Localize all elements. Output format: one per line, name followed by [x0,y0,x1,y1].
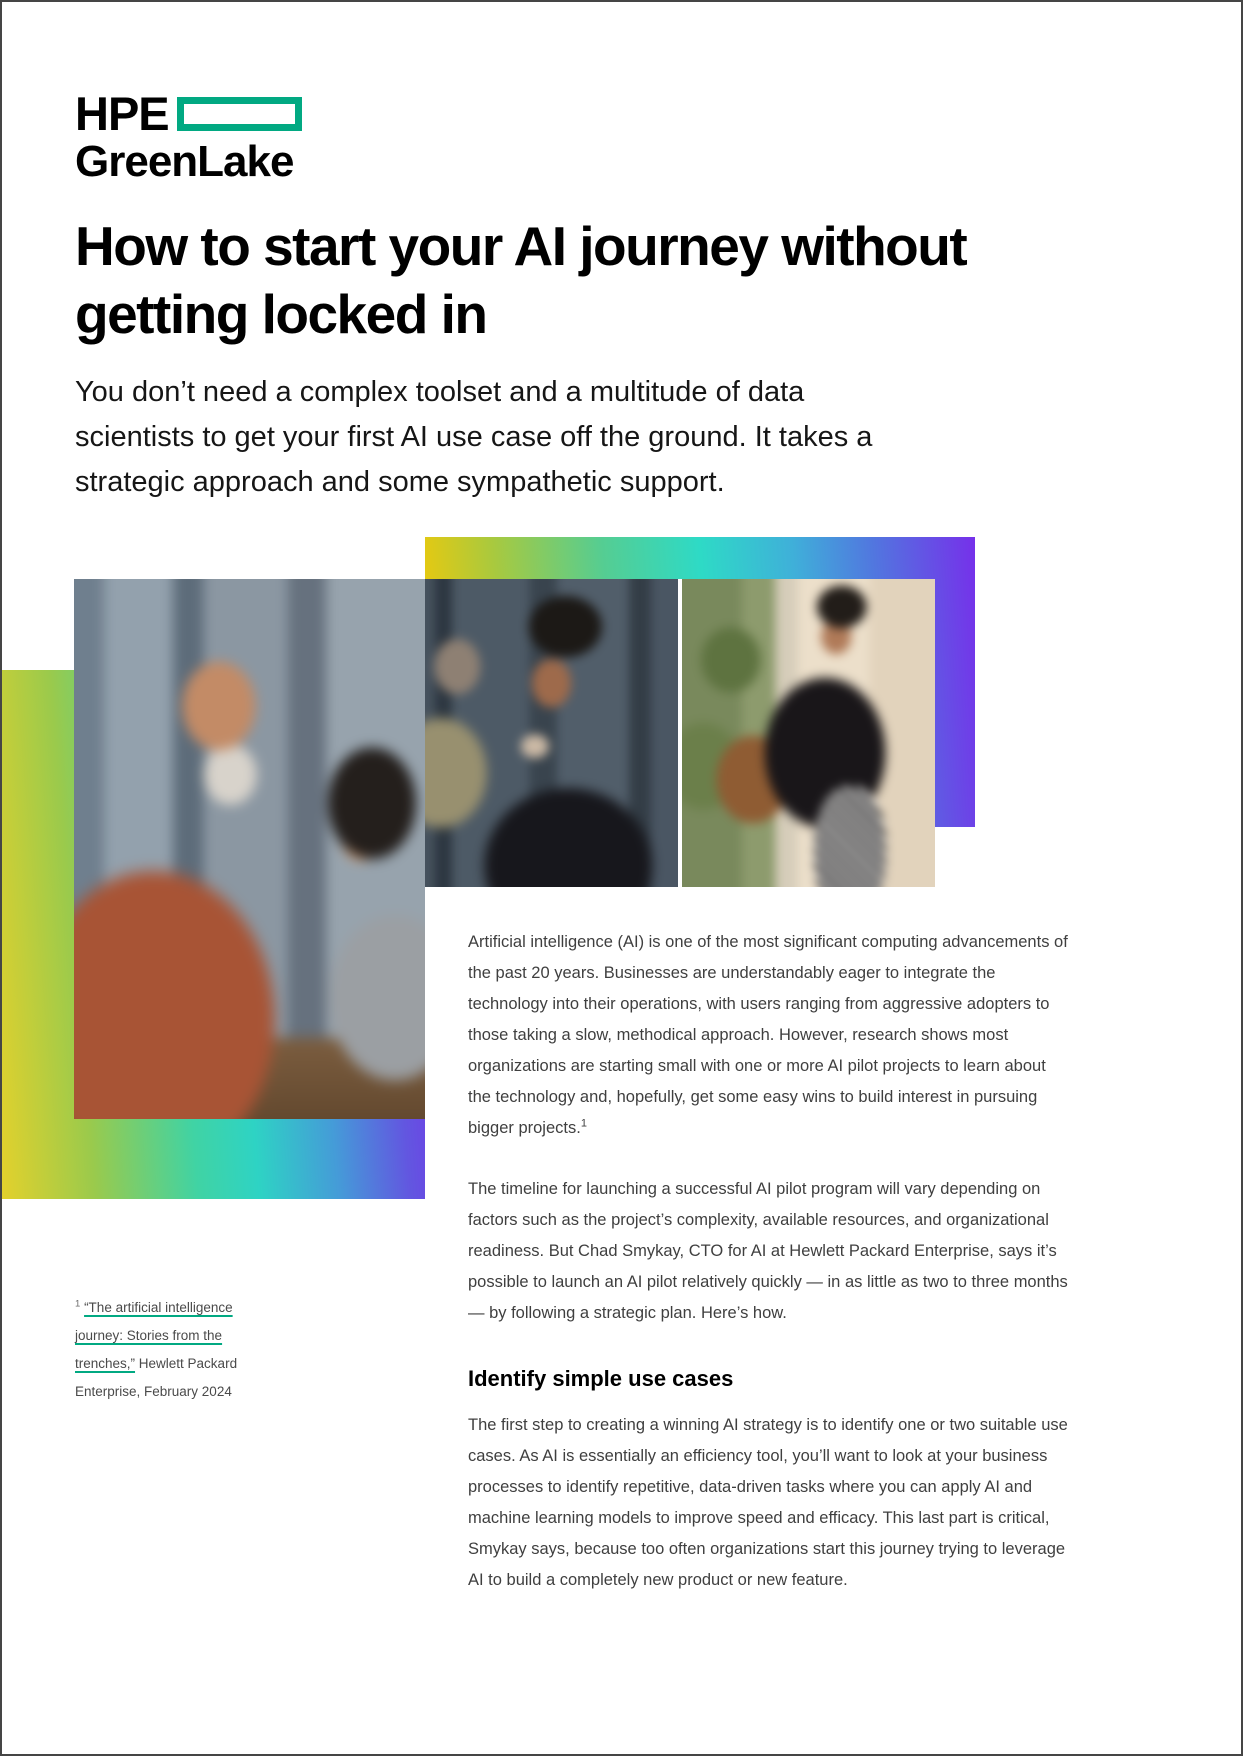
footnote-link[interactable]: “The artificial intelligence journey: Stories from the trenches,” [75,1300,233,1371]
page-title-line2: getting locked in [75,283,487,345]
photo-woman-walking [682,579,935,887]
body-paragraph-1-text: Artificial intelligence (AI) is one of the most significant computing advancements of the past 20 years. Businesses are understandably eager to integrate the technology into their operations, with users ranging from aggressive adopters to those taking a slow, methodical approach. However, research shows most organizations are starting small with one or more AI pilot projects to learn about the technology and, hopefully, get some easy wins to build interest in pursuing bigger projects. [468,933,1068,1137]
greenlake-logo-text: GreenLake [75,137,294,186]
photo-strip [425,579,935,887]
page-subtitle-line1: You don’t need a complex toolset and a multitude of data [75,376,805,408]
hpe-logo-text: HPE [75,87,169,140]
footnote-marker: 1 [75,1298,81,1310]
photo-meeting-middle [425,579,678,887]
footnote-reference-marker: 1 [580,1117,587,1130]
photo-meeting-left [74,579,425,1119]
footnote-rest: Hewlett Packard Enterprise, February 2024 [75,1356,238,1399]
body-paragraph-2 [468,1174,1068,1329]
photo-meeting-left-image [74,579,425,1119]
photo-meeting-middle-image [425,579,678,887]
body-paragraph-2-text: The timeline for launching a successful AI pilot program will vary depending on factors such as the project’s complexity, available resources, and organizational readiness. But Chad Smykay, CTO for AI at Hewlett Packard Enterprise, says it’s possible to launch an AI pilot relatively quickly — in as little as two to three months — by following a strategic plan. Here’s how. [468,1180,1068,1322]
section-heading: Identify simple use cases [468,1366,734,1391]
page-title [75,212,966,348]
houndstooth-dress-shape [814,786,886,887]
hpe-greenlake-logo [75,87,302,186]
body-paragraph-1 [468,927,1068,1144]
hpe-element-icon [177,97,302,131]
footnote [75,1294,283,1406]
page-title-line1: How to start your AI journey without [75,215,967,277]
page-subtitle-line2: scientists to get your first AI use case off the ground. It takes a [75,421,873,453]
body-paragraph-3 [468,1410,1068,1596]
page-subtitle-line3: strategic approach and some sympathetic support. [75,466,725,498]
body-paragraph-3-text: The first step to creating a winning AI strategy is to identify one or two suitable use cases. As AI is essentially an efficiency tool, you’ll want to look at your business processes to identify repetitive, data-driven tasks where you can apply AI and machine learning models to improve speed and efficacy. This last part is critical, Smykay says, because too often organizations start this journey trying to leverage AI to build a completely new product or new feature. [468,1416,1068,1589]
page-subtitle [75,370,872,505]
photo-woman-walking-image [682,579,935,887]
